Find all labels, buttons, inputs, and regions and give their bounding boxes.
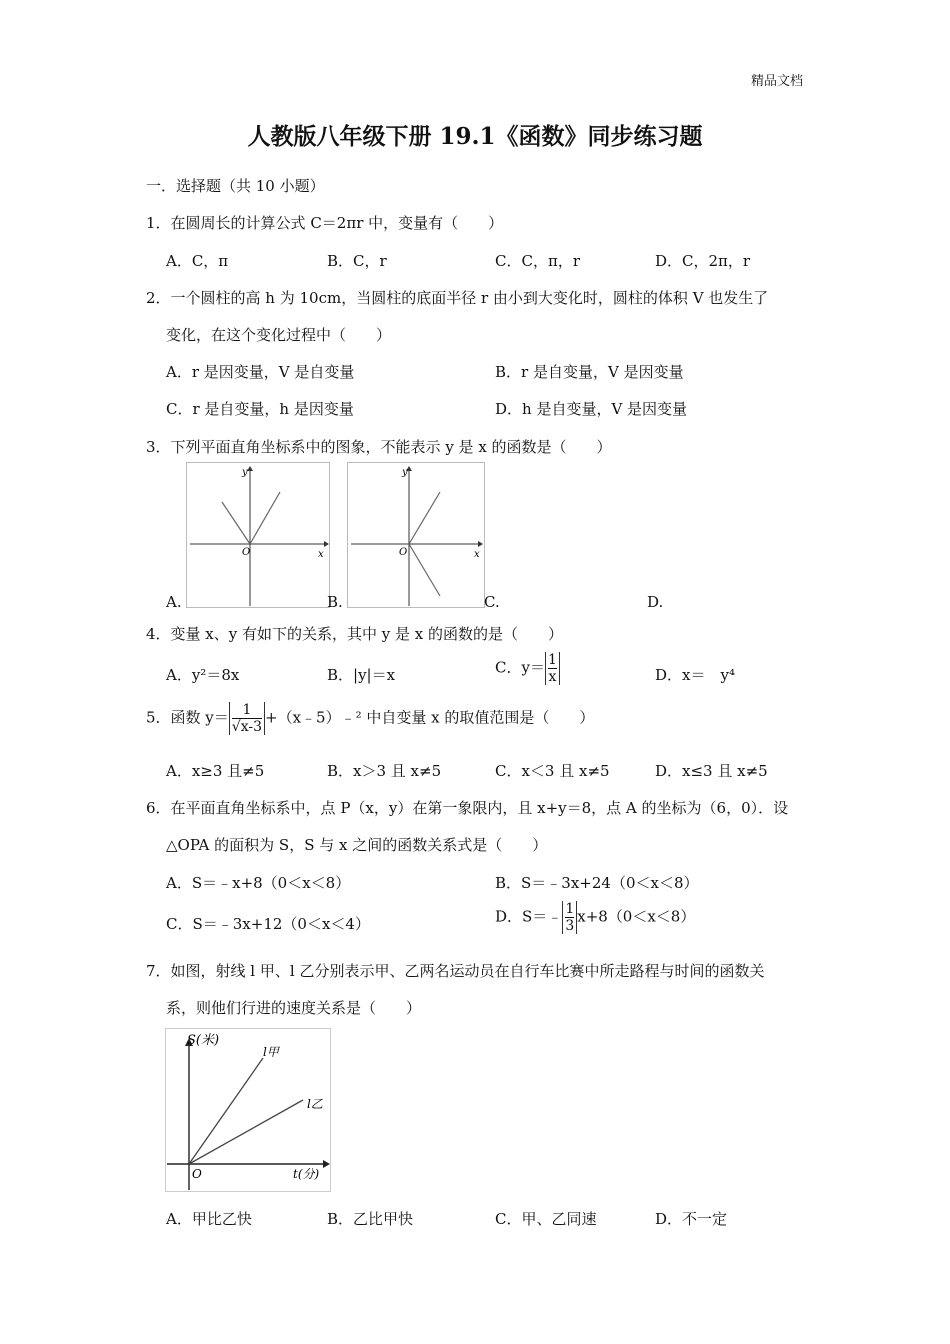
q5-stem-prefix: 5．函数 y＝ [146, 708, 229, 727]
q7-line-jia-label: l甲 [263, 1045, 279, 1059]
q7-option-a[interactable]: A．甲比乙快 [166, 1210, 252, 1228]
q7-origin-label: O [192, 1167, 202, 1181]
q7-option-c[interactable]: C．甲、乙同速 [495, 1210, 597, 1228]
q5-option-c[interactable]: C．x＜3 且 x≠5 [495, 762, 610, 780]
q3b-y-label: y [402, 467, 408, 478]
q5-stem-suffix: +（x﹣5）﹣² 中自变量 x 的取值范围是（ ） [265, 708, 595, 727]
q7-option-d[interactable]: D．不一定 [655, 1210, 728, 1228]
q3a-y-label: y [242, 467, 248, 478]
q3b-x-label: x [474, 549, 480, 560]
q5-option-d[interactable]: D．x≤3 且 x≠5 [655, 762, 768, 780]
q1-option-b[interactable]: B．C，r [327, 252, 387, 270]
q3-option-b[interactable]: B. [327, 593, 343, 611]
question-7-stem-line1: 7．如图，射线 l 甲、l 乙分别表示甲、乙两名运动员在自行车比赛中所走路程与时间的函数关 [146, 962, 765, 980]
q7-line-yi-label: l乙 [307, 1097, 323, 1111]
q5-fraction [229, 702, 265, 735]
question-2-stem-line2: 变化，在这个变化过程中（ ） [166, 326, 392, 344]
q4-option-c[interactable] [495, 652, 560, 685]
question-6-stem-line1: 6．在平面直角坐标系中，点 P（x，y）在第一象限内，且 x+y＝8，点 A 的坐标为（6，0）．设 [146, 799, 789, 817]
q2-option-c[interactable]: C．r 是自变量，h 是因变量 [166, 400, 354, 418]
q4-option-a[interactable]: A．y²＝8x [166, 666, 240, 684]
q6-option-d-numerator: 1 [565, 901, 575, 917]
section-heading: 一．选择题（共 10 小题） [146, 177, 325, 195]
q6-option-c[interactable]: C．S＝﹣3x+12（0＜x＜4） [166, 915, 370, 933]
q4-option-b[interactable]: B．|y|＝x [327, 666, 396, 684]
q4-option-c-denominator: x [548, 669, 557, 685]
q1-option-a[interactable]: A．C，π [166, 252, 229, 270]
q6-option-d-fraction [562, 901, 577, 934]
q1-option-d[interactable]: D．C，2π，r [655, 252, 751, 270]
q1-option-c[interactable]: C．C，π，r [495, 252, 580, 270]
q7-option-b[interactable]: B．乙比甲快 [327, 1210, 414, 1228]
header-corner-label: 精品文档 [751, 74, 804, 89]
q7-graph [165, 1028, 331, 1192]
q3-option-d[interactable]: D. [647, 593, 664, 611]
page-title: 人教版八年级下册 19.1《函数》同步练习题 [247, 123, 703, 150]
question-5-stem [146, 702, 594, 735]
q2-option-b[interactable]: B．r 是自变量，V 是因变量 [495, 363, 684, 381]
question-4-stem: 4．变量 x、y 有如下的关系，其中 y 是 x 的函数的是（ ） [146, 625, 564, 643]
q6-option-d-suffix: x+8（0＜x＜8） [577, 907, 696, 926]
q6-option-d-denominator: 3 [565, 918, 575, 934]
q3-option-a[interactable]: A. [166, 593, 182, 611]
q2-option-a[interactable]: A．r 是因变量，V 是自变量 [166, 363, 355, 381]
q5-option-a[interactable]: A．x≥3 且≠5 [166, 762, 265, 780]
q4-option-c-prefix: C．y＝ [495, 658, 545, 677]
question-1-stem: 1．在圆周长的计算公式 C＝2πr 中，变量有（ ） [146, 214, 504, 232]
q5-numerator: 1 [232, 702, 262, 719]
q5-denominator: √x-3 [231, 719, 263, 735]
q3b-origin-label: O [399, 547, 408, 558]
q6-option-b[interactable]: B．S＝﹣3x+24（0＜x＜8） [495, 874, 699, 892]
q3a-origin-label: O [242, 547, 251, 558]
q6-option-d-prefix: D．S＝﹣ [495, 907, 563, 926]
question-2-stem-line1: 2．一个圆柱的高 h 为 10cm，当圆柱的底面半径 r 由小到大变化时，圆柱的体积 V 也发生了 [146, 289, 769, 307]
q4-option-c-fraction [545, 652, 560, 685]
q6-option-d[interactable] [495, 901, 695, 934]
question-6-stem-line2: △OPA 的面积为 S，S 与 x 之间的函数关系式是（ ） [166, 836, 548, 854]
q3-graph-a [186, 462, 330, 608]
q3a-x-label: x [318, 549, 324, 560]
q4-option-c-numerator: 1 [547, 652, 557, 668]
q6-option-a[interactable]: A．S＝﹣x+8（0＜x＜8） [166, 874, 351, 892]
q5-option-b[interactable]: B．x＞3 且 x≠5 [327, 762, 442, 780]
q7-y-axis-label: S(米) [187, 1033, 220, 1048]
q3-graph-b [347, 462, 485, 608]
q4-option-d[interactable]: D．x＝ y⁴ [655, 666, 735, 684]
q2-option-d[interactable]: D．h 是自变量，V 是因变量 [495, 400, 688, 418]
q7-x-axis-label: t(分) [293, 1167, 320, 1181]
q3-option-c[interactable]: C. [484, 593, 500, 611]
question-3-stem: 3．下列平面直角坐标系中的图象，不能表示 y 是 x 的函数是（ ） [146, 438, 612, 456]
question-7-stem-line2: 系，则他们行进的速度关系是（ ） [166, 999, 422, 1017]
